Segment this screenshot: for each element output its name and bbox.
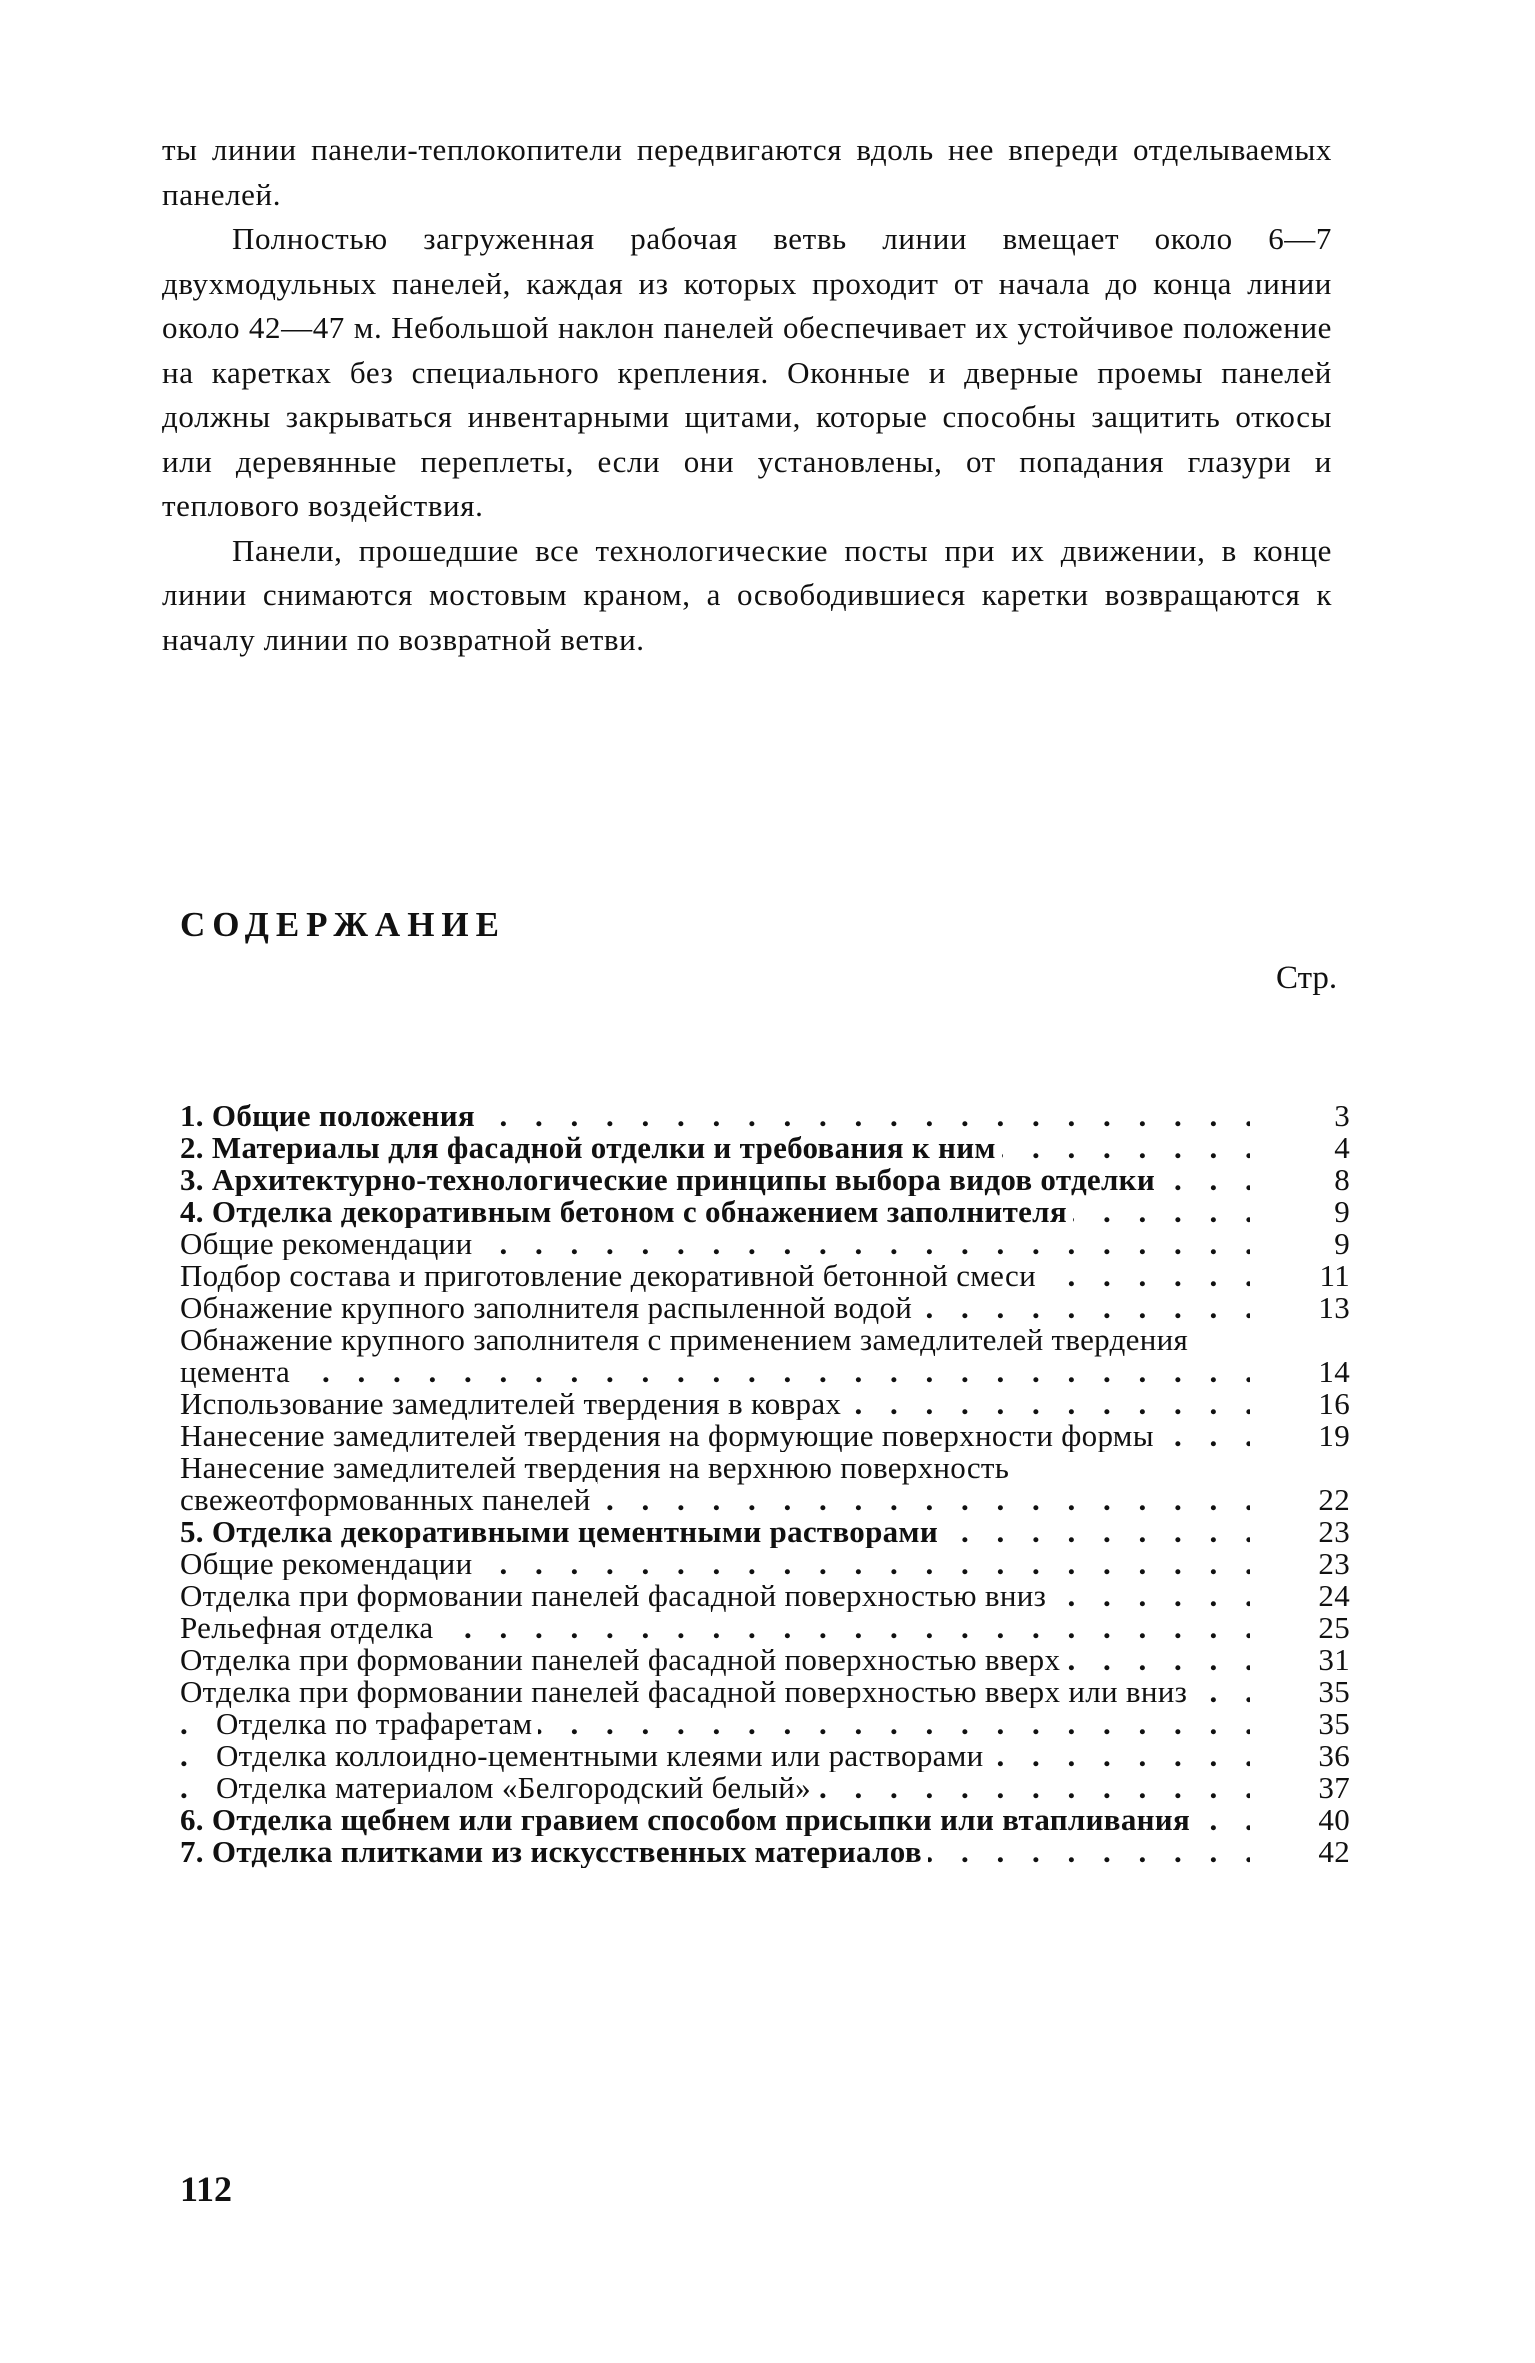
toc-entry-label: Отделка при формовании панелей фасадной поверхностью вверх <box>180 1644 1066 1676</box>
toc-page-header: Стр. <box>1276 960 1338 996</box>
toc-entry <box>180 1228 1350 1260</box>
toc-entry <box>180 1740 1350 1772</box>
toc-entry <box>180 1836 1350 1868</box>
paragraph-continuation: ты линии панели-теплокопители передвигаются вдоль нее впереди отделываемых панелей. <box>162 132 1332 212</box>
toc-entry <box>180 1804 1350 1836</box>
toc-entry-label: Нанесение замедлителей твердения на верхнюю поверхность свежеотформованных панелей <box>180 1452 1010 1516</box>
toc-entry-page: 9 <box>1334 1226 1350 1261</box>
toc-entry-label: Отделка материалом «Белгородский белый» <box>216 1772 817 1804</box>
toc-entry <box>180 1644 1350 1676</box>
toc-entry-page: 9 <box>1334 1194 1350 1229</box>
toc-entry <box>180 1164 1350 1196</box>
toc-entry-label: Общие рекомендации <box>180 1548 478 1580</box>
toc-entry <box>180 1676 1350 1708</box>
toc-entry <box>180 1292 1350 1324</box>
toc-entry-page: 19 <box>1318 1418 1350 1453</box>
toc-entry-page: 23 <box>1318 1546 1350 1581</box>
toc-entry-label: 3. Архитектурно-технологические принципы выбора видов отделки <box>180 1164 1161 1196</box>
toc-entry <box>180 1324 1350 1388</box>
toc-entry-label: Общие рекомендации <box>180 1228 478 1260</box>
toc-entry <box>180 1388 1350 1420</box>
toc-entry-page: 35 <box>1318 1706 1350 1741</box>
toc-entry-label: Подбор состава и приготовление декоративной бетонной смеси <box>180 1260 1042 1292</box>
toc-entry-page: 16 <box>1318 1386 1350 1421</box>
toc-entry-page: 14 <box>1318 1354 1350 1389</box>
toc-entry-label: Отделка по трафаретам <box>216 1708 538 1740</box>
toc-entry-page: 24 <box>1318 1578 1350 1613</box>
body-text <box>162 128 1332 662</box>
toc-entry <box>180 1452 1350 1516</box>
toc-entry-page: 42 <box>1318 1834 1350 1869</box>
toc-title: СОДЕРЖАНИЕ <box>180 905 507 944</box>
toc-entry-page: 35 <box>1318 1674 1350 1709</box>
toc-entry-label: Обнажение крупного заполнителя с применением замедлителей твердения цемента <box>180 1324 1189 1388</box>
toc-entry-label: 7. Отделка плитками из искусственных материалов <box>180 1836 928 1868</box>
toc-entry-page: 23 <box>1318 1514 1350 1549</box>
toc-entry <box>180 1548 1350 1580</box>
toc-entry-label: Обнажение крупного заполнителя распыленной водой <box>180 1292 918 1324</box>
toc-entry-page: 37 <box>1318 1770 1350 1805</box>
toc-entry-page: 36 <box>1318 1738 1350 1773</box>
toc-entry-page: 22 <box>1318 1482 1350 1517</box>
toc-entry <box>180 1708 1350 1740</box>
toc-entry-label: Использование замедлителей твердения в коврах <box>180 1388 847 1420</box>
paragraph: Полностью загруженная рабочая ветвь линии вмещает около 6—7 двухмодульных панелей, каждая из которых проходит от начала до конца линии около 42—47 м. Небольшой наклон панелей обеспечивает их устойчивое положение на каретках без специального крепления. Оконные и дверные проемы панелей должны закрываться инвентарными щитами, которые способны защитить откосы или деревянные переплеты, если они установлены, от попадания глазури и теплового воздействия. <box>162 221 1332 523</box>
table-of-contents <box>180 1100 1350 1868</box>
toc-entry-label: 4. Отделка декоративным бетоном с обнажением заполнителя <box>180 1196 1073 1228</box>
toc-entry-label: 6. Отделка щебнем или гравием способом присыпки или втапливания <box>180 1804 1196 1836</box>
toc-entry-page: 11 <box>1319 1258 1350 1293</box>
toc-entry-label: 1. Общие положения <box>180 1100 481 1132</box>
toc-entry <box>180 1612 1350 1644</box>
toc-entry <box>180 1132 1350 1164</box>
toc-entry <box>180 1100 1350 1132</box>
toc-entry-label: Отделка коллоидно-цементными клеями или растворами <box>216 1740 990 1772</box>
toc-entry <box>180 1580 1350 1612</box>
toc-entry-page: 13 <box>1318 1290 1350 1325</box>
toc-entry <box>180 1196 1350 1228</box>
toc-entry <box>180 1772 1350 1804</box>
toc-entry-label: Отделка при формовании панелей фасадной поверхностью вверх или вниз <box>180 1676 1193 1708</box>
page-number: 112 <box>180 2169 233 2209</box>
toc-entry-page: 31 <box>1318 1642 1350 1677</box>
paragraph: Панели, прошедшие все технологические посты при их движении, в конце линии снимаются мостовым краном, а освободившиеся каретки возвращаются к началу линии по возвратной ветви. <box>162 532 1332 657</box>
toc-entry <box>180 1260 1350 1292</box>
toc-entry-page: 4 <box>1334 1130 1350 1165</box>
toc-entry-page: 3 <box>1334 1098 1350 1133</box>
toc-entry-label: Нанесение замедлителей твердения на формующие поверхности формы <box>180 1420 1160 1452</box>
toc-entry-label: 5. Отделка декоративными цементными растворами <box>180 1516 944 1548</box>
toc-entry-page: 25 <box>1318 1610 1350 1645</box>
toc-entry <box>180 1420 1350 1452</box>
toc-entry-page: 40 <box>1318 1802 1350 1837</box>
toc-entry-label: 2. Материалы для фасадной отделки и требования к ним <box>180 1132 1002 1164</box>
toc-entry-page: 8 <box>1334 1162 1350 1197</box>
toc-entry <box>180 1516 1350 1548</box>
toc-entry-label: Рельефная отделка <box>180 1612 439 1644</box>
toc-entry-label: Отделка при формовании панелей фасадной поверхностью вниз <box>180 1580 1052 1612</box>
